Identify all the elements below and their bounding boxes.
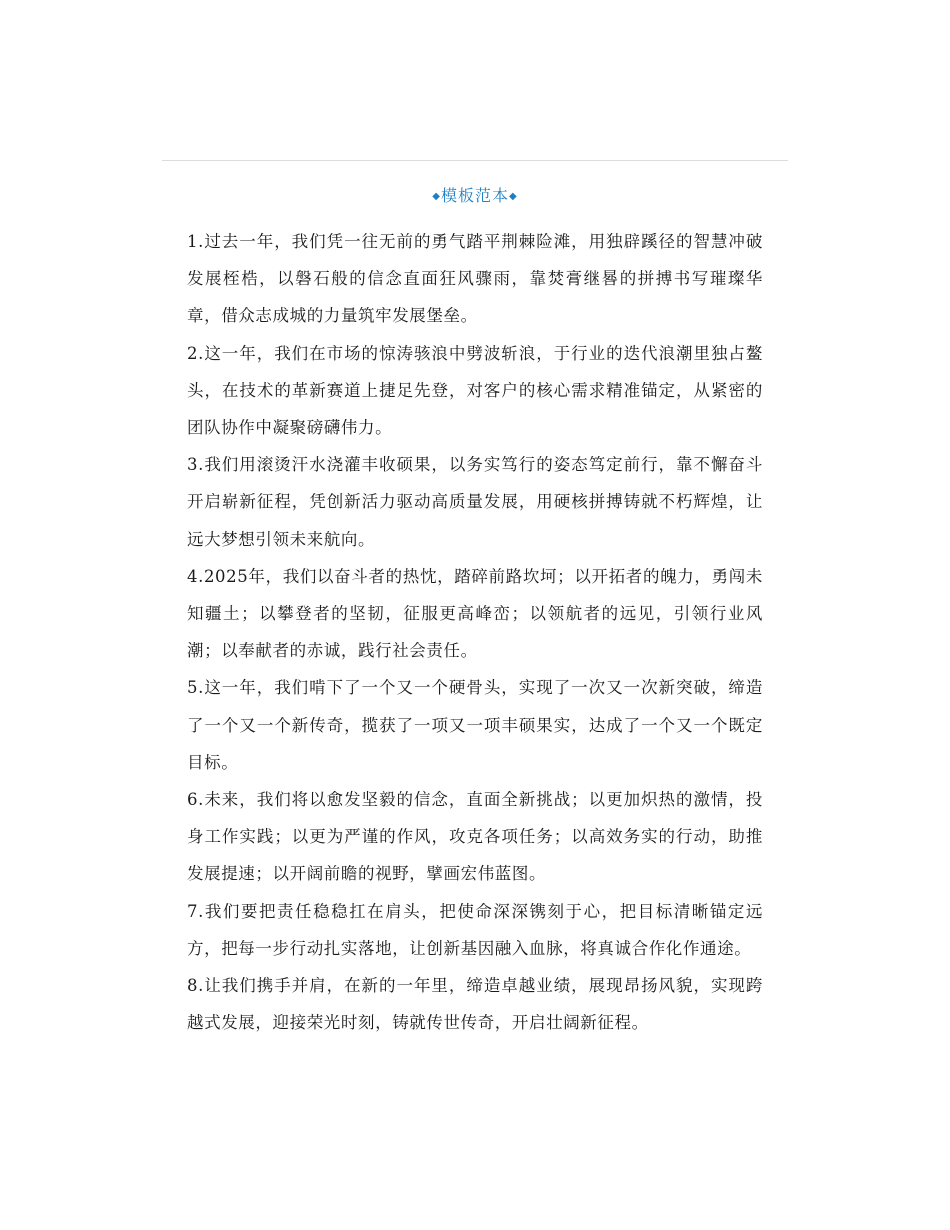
paragraph-4: 4.2025年，我们以奋斗者的热忱，踏碎前路坎坷；以开拓者的魄力，勇闯未知疆土；以攀登者的坚韧，征服更高峰峦；以领航者的远见，引领行业风潮；以奉献者的赤诚，践行社会责任。 bbox=[187, 566, 763, 661]
paragraph-7: 7.我们要把责任稳稳扛在肩头，把使命深深镌刻于心，把目标清晰锚定远方，把每一步行动扎实落地，让创新基因融入血脉，将真诚合作化作通途。 bbox=[187, 901, 763, 958]
paragraph-6: 6.未来，我们将以愈发坚毅的信念，直面全新挑战；以更加炽热的激情，投身工作实践；以更为严谨的作风，攻克各项任务；以高效务实的行动，助推发展提速；以开阔前瞻的视野，擘画宏伟蓝图。 bbox=[187, 790, 763, 884]
section-heading bbox=[162, 183, 788, 210]
heading-title: 模板范本 bbox=[440, 186, 509, 205]
diamond-icon: ◆ bbox=[509, 191, 518, 202]
paragraph-3: 3.我们用滚烫汗水浇灌丰收硕果，以务实笃行的姿态笃定前行，靠不懈奋斗开启崭新征程，凭创新活力驱动高质量发展，用硬核拼搏铸就不朽辉煌，让远大梦想引领未来航向。 bbox=[187, 455, 763, 549]
paragraph-8: 8.让我们携手并肩，在新的一年里，缔造卓越业绩，展现昂扬风貌，实现跨越式发展，迎接荣光时刻，铸就传世传奇，开启壮阔新征程。 bbox=[187, 976, 763, 1033]
paragraph-1: 1.过去一年，我们凭一往无前的勇气踏平荆棘险滩，用独辟蹊径的智慧冲破发展桎梏，以磐石般的信念直面狂风骤雨，靠焚膏继晷的拼搏书写璀璨华章，借众志成城的力量筑牢发展堡垒。 bbox=[187, 232, 763, 326]
paragraph-5: 5.这一年，我们啃下了一个又一个硬骨头，实现了一次又一次新突破，缔造了一个又一个新传奇，揽获了一项又一项丰硕果实，达成了一个又一个既定目标。 bbox=[187, 678, 763, 772]
document-body bbox=[187, 223, 763, 1041]
paragraph-2: 2.这一年，我们在市场的惊涛骇浪中劈波斩浪，于行业的迭代浪潮里独占鳌头，在技术的革新赛道上捷足先登，对客户的核心需求精准锚定，从紧密的团队协作中凝聚磅礴伟力。 bbox=[187, 343, 763, 438]
diamond-icon: ◆ bbox=[432, 191, 441, 202]
top-divider bbox=[162, 160, 788, 161]
